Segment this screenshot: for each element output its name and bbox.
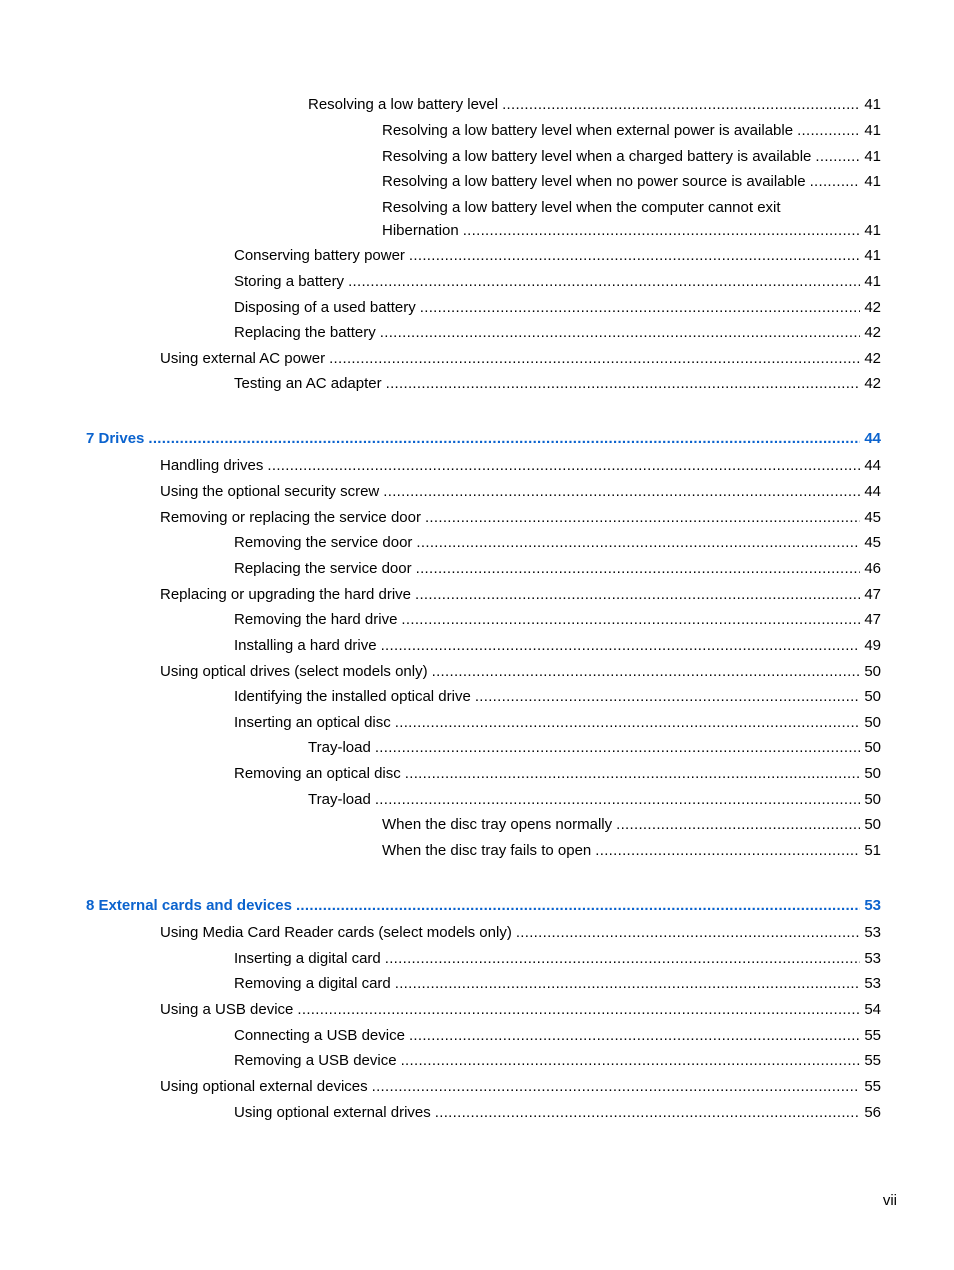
toc-entry-link[interactable]: [234, 534, 881, 552]
toc-entry-link[interactable]: [234, 714, 881, 732]
toc-entry-title: Inserting an optical disc: [234, 714, 391, 731]
toc-entry-title: Connecting a USB device: [234, 1027, 405, 1044]
toc-entry-title: Hibernation: [382, 222, 459, 239]
toc-entry-page: 47: [864, 586, 881, 603]
toc-entry-link[interactable]: [234, 324, 881, 342]
toc-entry-page: 53: [864, 975, 881, 992]
toc-entry-title: Handling drives: [160, 457, 264, 474]
toc-entry-link[interactable]: [308, 791, 881, 809]
toc-entry-page: 55: [864, 1027, 881, 1044]
toc-entry-page: 41: [864, 173, 881, 190]
dot-leader: [435, 1104, 861, 1122]
toc-entry-title: Removing or replacing the service door: [160, 509, 421, 526]
toc-entry-page: 42: [864, 324, 881, 341]
toc-entry-page: 51: [864, 842, 881, 859]
toc-entry-title: Resolving a low battery level when no power source is available: [382, 173, 806, 190]
dot-leader: [401, 1052, 861, 1070]
dot-leader: [329, 350, 860, 368]
toc-entry-title: Tray-load: [308, 791, 371, 808]
dot-leader: [415, 586, 860, 604]
toc-entry-title: When the disc tray fails to open: [382, 842, 592, 859]
dot-leader: [420, 299, 861, 317]
dot-leader: [416, 534, 860, 552]
dot-leader: [348, 273, 860, 291]
dot-leader: [815, 148, 860, 166]
toc-entry-page: 41: [864, 148, 881, 165]
toc-entry-page: 50: [864, 688, 881, 705]
toc-entry-page: 46: [864, 560, 881, 577]
toc-entry-title: 8 External cards and devices: [86, 897, 292, 914]
toc-entry-title: When the disc tray opens normally: [382, 816, 613, 833]
toc-entry-page: 55: [864, 1052, 881, 1069]
dot-leader: [297, 1001, 860, 1019]
toc-entry-link[interactable]: [382, 122, 881, 140]
toc-entry-link[interactable]: [382, 148, 881, 166]
toc-entry-page: 56: [864, 1104, 881, 1121]
toc-entry-link[interactable]: [234, 1027, 881, 1045]
toc-entry-title: Inserting a digital card: [234, 950, 381, 967]
toc-entry-page: 53: [864, 924, 881, 941]
toc-entry-link[interactable]: [160, 509, 881, 527]
toc-entry-title: Using optional external devices: [160, 1078, 368, 1095]
dot-leader: [475, 688, 861, 706]
toc-entry-title: Removing an optical disc: [234, 765, 401, 782]
dot-leader: [797, 122, 860, 140]
toc-entry-page: 49: [864, 637, 881, 654]
toc-chapter-link[interactable]: [86, 897, 881, 915]
dot-leader: [409, 1027, 860, 1045]
toc-entry-page: 44: [864, 430, 881, 447]
toc-entry-link[interactable]: [234, 247, 881, 265]
dot-leader: [395, 975, 861, 993]
dot-leader: [502, 96, 860, 114]
toc-entry-link[interactable]: [308, 739, 881, 757]
toc-entry-page: 42: [864, 299, 881, 316]
toc-entry-link[interactable]: [234, 375, 881, 393]
toc-entry-link[interactable]: [308, 96, 881, 114]
dot-leader: [386, 375, 861, 393]
dot-leader: [516, 924, 861, 942]
toc-entry-page: 42: [864, 350, 881, 367]
toc-entry-title: Tray-load: [308, 739, 371, 756]
toc-entry-page: 50: [864, 765, 881, 782]
page-number: vii: [882, 1192, 897, 1209]
dot-leader: [267, 457, 860, 475]
toc-entry-link[interactable]: [234, 637, 881, 655]
toc-entry-title: Using a USB device: [160, 1001, 294, 1018]
dot-leader: [425, 509, 860, 527]
toc-entry-title: Conserving battery power: [234, 247, 405, 264]
toc-entry-title: Removing the hard drive: [234, 611, 398, 628]
dot-leader: [616, 816, 860, 834]
toc-entry-title: Removing the service door: [234, 534, 413, 551]
toc-entry-title: Removing a digital card: [234, 975, 391, 992]
toc-entry-title: Identifying the installed optical drive: [234, 688, 471, 705]
toc-entry-page: 53: [864, 950, 881, 967]
toc-entry-title: 7 Drives: [86, 430, 145, 447]
dot-leader: [375, 791, 861, 809]
toc-entry-page: 41: [864, 247, 881, 264]
toc-entry-link[interactable]: [234, 611, 881, 629]
toc-entry-page: 50: [864, 714, 881, 731]
toc-entry-link[interactable]: [234, 950, 881, 968]
toc-entry-page: 53: [864, 897, 881, 914]
toc-entry-page: 47: [864, 611, 881, 628]
toc-entry-link[interactable]: [382, 842, 881, 860]
toc-entry-page: 50: [864, 663, 881, 680]
dot-leader: [385, 950, 861, 968]
toc-entry-title: Replacing the battery: [234, 324, 376, 341]
toc-entry-link[interactable]: [382, 222, 881, 240]
dot-leader: [296, 897, 860, 915]
dot-leader: [810, 173, 861, 191]
toc-entry-page: 50: [864, 739, 881, 756]
toc-entry-page: 44: [864, 483, 881, 500]
toc-entry-title: Installing a hard drive: [234, 637, 377, 654]
dot-leader: [416, 560, 861, 578]
toc-entry-link[interactable]: [234, 688, 881, 706]
dot-leader: [380, 324, 861, 342]
dot-leader: [432, 663, 861, 681]
toc-entry-page: 54: [864, 1001, 881, 1018]
dot-leader: [595, 842, 860, 860]
dot-leader: [372, 1078, 861, 1096]
dot-leader: [383, 483, 860, 501]
dot-leader: [381, 637, 861, 655]
toc-entry-link[interactable]: [160, 483, 881, 501]
toc-entry-title: Disposing of a used battery: [234, 299, 416, 316]
dot-leader: [405, 765, 861, 783]
toc-entry-title: Using external AC power: [160, 350, 326, 367]
toc-entry-page: 41: [864, 122, 881, 139]
toc-entry-title: Using optional external drives: [234, 1104, 431, 1121]
toc-entry-page: 50: [864, 791, 881, 808]
toc-entry-title: Testing an AC adapter: [234, 375, 382, 392]
dot-leader: [148, 430, 860, 448]
dot-leader: [401, 611, 860, 629]
toc-entry-link[interactable]: [160, 1078, 881, 1096]
toc-entry-title: Resolving a low battery level: [308, 96, 499, 113]
toc-entry-link[interactable]: [382, 816, 881, 834]
toc-entry-title-line: Resolving a low battery level when the computer cannot exit: [382, 199, 781, 216]
toc-entry-page: 41: [864, 222, 881, 239]
toc-entry-title: Using optical drives (select models only): [160, 663, 428, 680]
toc-entry-link[interactable]: [160, 1001, 881, 1019]
toc-entry-title: Removing a USB device: [234, 1052, 397, 1069]
toc-entry-title: Storing a battery: [234, 273, 345, 290]
toc-entry-link[interactable]: [234, 975, 881, 993]
toc-entry-link[interactable]: [234, 299, 881, 317]
toc-entry-page: 41: [864, 273, 881, 290]
toc-entry-page: 45: [864, 509, 881, 526]
toc-entry-title: Using the optional security screw: [160, 483, 380, 500]
toc-entry-link[interactable]: [160, 350, 881, 368]
toc-entry-page: 42: [864, 375, 881, 392]
toc-entry-title: Using Media Card Reader cards (select models only): [160, 924, 512, 941]
toc-entry-link[interactable]: [160, 586, 881, 604]
toc-entry-page: 50: [864, 816, 881, 833]
dot-leader: [395, 714, 861, 732]
toc-entry-link[interactable]: [234, 1104, 881, 1122]
toc-entry-page: 41: [864, 96, 881, 113]
toc-chapter-link[interactable]: [86, 430, 881, 448]
toc-entry-title: Resolving a low battery level when external power is available: [382, 122, 794, 139]
toc-entry-link[interactable]: [234, 1052, 881, 1070]
toc-entry-link[interactable]: [382, 173, 881, 191]
toc-entry-title: Replacing or upgrading the hard drive: [160, 586, 411, 603]
toc-entry-title: Resolving a low battery level when a charged battery is available: [382, 148, 812, 165]
toc-entry-page: 44: [864, 457, 881, 474]
toc-entry-title: Replacing the service door: [234, 560, 412, 577]
toc-entry-link[interactable]: [234, 273, 881, 291]
dot-leader: [409, 247, 860, 265]
dot-leader: [463, 222, 861, 240]
toc-entry-link[interactable]: [160, 663, 881, 681]
toc-entry-link[interactable]: [160, 924, 881, 942]
toc-entry-link[interactable]: [234, 560, 881, 578]
toc-entry-link[interactable]: [234, 765, 881, 783]
toc-entry-page: 55: [864, 1078, 881, 1095]
toc-entry-link[interactable]: [160, 457, 881, 475]
dot-leader: [375, 739, 861, 757]
toc-entry-page: 45: [864, 534, 881, 551]
